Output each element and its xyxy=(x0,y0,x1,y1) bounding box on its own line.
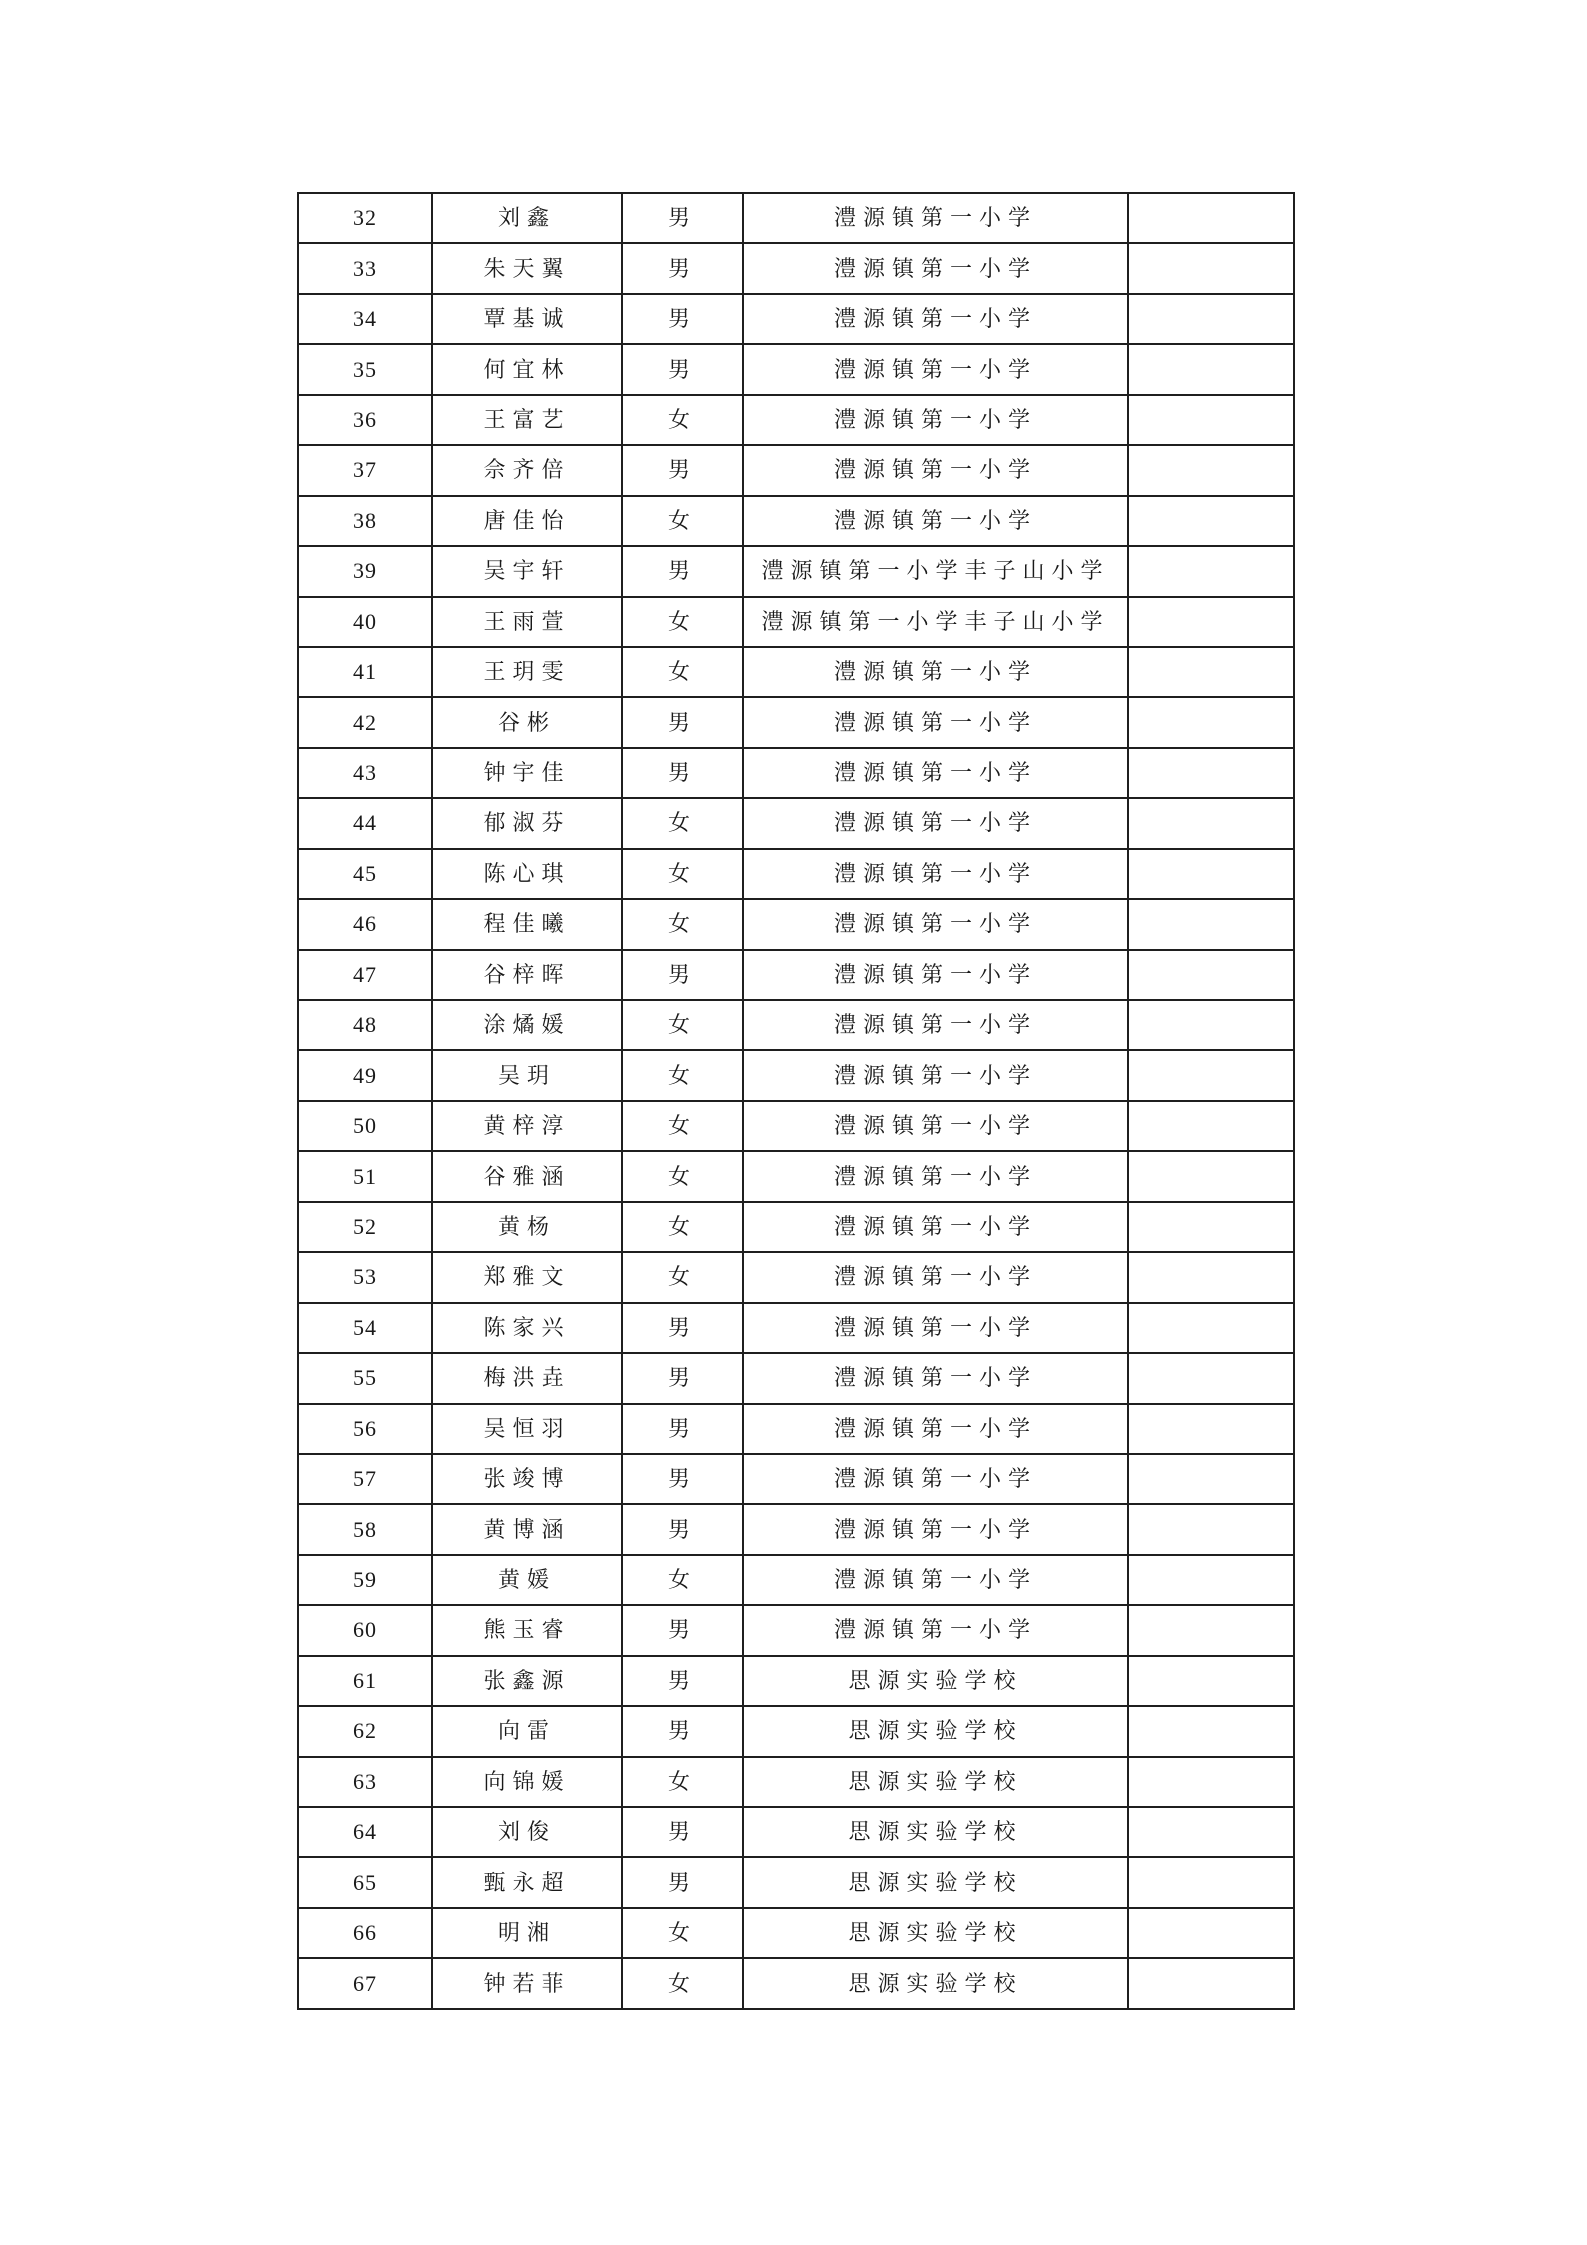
cell-number: 32 xyxy=(298,193,432,243)
table-row xyxy=(298,1050,1294,1100)
cell-note xyxy=(1128,1908,1294,1958)
cell-school: 澧源镇第一小学 xyxy=(743,344,1128,394)
cell-name: 覃基诚 xyxy=(432,294,622,344)
cell-number: 42 xyxy=(298,697,432,747)
cell-note xyxy=(1128,1555,1294,1605)
cell-gender: 女 xyxy=(622,496,743,546)
cell-number: 35 xyxy=(298,344,432,394)
cell-note xyxy=(1128,1656,1294,1706)
cell-name: 吴宇轩 xyxy=(432,546,622,596)
cell-number: 45 xyxy=(298,849,432,899)
cell-number: 41 xyxy=(298,647,432,697)
cell-school: 澧源镇第一小学 xyxy=(743,1303,1128,1353)
cell-name: 张鑫源 xyxy=(432,1656,622,1706)
cell-number: 51 xyxy=(298,1151,432,1201)
cell-note xyxy=(1128,496,1294,546)
cell-gender: 女 xyxy=(622,849,743,899)
cell-gender: 男 xyxy=(622,344,743,394)
cell-school: 澧源镇第一小学 xyxy=(743,496,1128,546)
cell-note xyxy=(1128,1202,1294,1252)
cell-gender: 男 xyxy=(622,1656,743,1706)
cell-number: 43 xyxy=(298,748,432,798)
cell-name: 陈心琪 xyxy=(432,849,622,899)
cell-gender: 男 xyxy=(622,1857,743,1907)
table-row xyxy=(298,1101,1294,1151)
cell-name: 向锦媛 xyxy=(432,1757,622,1807)
cell-name: 郑雅文 xyxy=(432,1252,622,1302)
cell-school: 澧源镇第一小学 xyxy=(743,1605,1128,1655)
cell-name: 谷雅涵 xyxy=(432,1151,622,1201)
cell-note xyxy=(1128,294,1294,344)
cell-school: 澧源镇第一小学 xyxy=(743,798,1128,848)
cell-gender: 女 xyxy=(622,1555,743,1605)
cell-gender: 男 xyxy=(622,546,743,596)
cell-gender: 男 xyxy=(622,1353,743,1403)
cell-note xyxy=(1128,1404,1294,1454)
cell-number: 57 xyxy=(298,1454,432,1504)
cell-school: 思源实验学校 xyxy=(743,1958,1128,2009)
cell-gender: 男 xyxy=(622,243,743,293)
cell-gender: 女 xyxy=(622,1202,743,1252)
table-row xyxy=(298,1353,1294,1403)
cell-name: 黄博涵 xyxy=(432,1504,622,1554)
cell-gender: 男 xyxy=(622,748,743,798)
cell-school: 澧源镇第一小学 xyxy=(743,950,1128,1000)
cell-note xyxy=(1128,697,1294,747)
cell-note xyxy=(1128,395,1294,445)
cell-gender: 女 xyxy=(622,1908,743,1958)
cell-name: 王富艺 xyxy=(432,395,622,445)
cell-name: 郁淑芬 xyxy=(432,798,622,848)
cell-gender: 男 xyxy=(622,1454,743,1504)
table-row xyxy=(298,1202,1294,1252)
cell-school: 思源实验学校 xyxy=(743,1807,1128,1857)
cell-name: 佘齐倍 xyxy=(432,445,622,495)
cell-name: 黄梓淳 xyxy=(432,1101,622,1151)
table-row xyxy=(298,193,1294,243)
cell-note xyxy=(1128,1706,1294,1756)
table-row xyxy=(298,849,1294,899)
cell-note xyxy=(1128,597,1294,647)
table-row xyxy=(298,546,1294,596)
student-roster-body xyxy=(298,193,1294,2009)
cell-school: 澧源镇第一小学 xyxy=(743,1252,1128,1302)
cell-gender: 男 xyxy=(622,1706,743,1756)
cell-note xyxy=(1128,950,1294,1000)
cell-number: 60 xyxy=(298,1605,432,1655)
cell-school: 澧源镇第一小学 xyxy=(743,395,1128,445)
cell-name: 涂燏媛 xyxy=(432,1000,622,1050)
cell-gender: 男 xyxy=(622,697,743,747)
table-row xyxy=(298,395,1294,445)
cell-name: 钟宇佳 xyxy=(432,748,622,798)
cell-name: 唐佳怡 xyxy=(432,496,622,546)
cell-school: 澧源镇第一小学 xyxy=(743,697,1128,747)
cell-note xyxy=(1128,1857,1294,1907)
cell-note xyxy=(1128,1353,1294,1403)
cell-name: 张竣博 xyxy=(432,1454,622,1504)
cell-gender: 男 xyxy=(622,950,743,1000)
cell-gender: 男 xyxy=(622,1807,743,1857)
cell-note xyxy=(1128,849,1294,899)
cell-number: 38 xyxy=(298,496,432,546)
cell-note xyxy=(1128,1958,1294,2009)
table-row xyxy=(298,1000,1294,1050)
table-row xyxy=(298,1151,1294,1201)
cell-gender: 男 xyxy=(622,1605,743,1655)
cell-name: 王玥雯 xyxy=(432,647,622,697)
cell-note xyxy=(1128,546,1294,596)
cell-number: 44 xyxy=(298,798,432,848)
cell-gender: 男 xyxy=(622,1504,743,1554)
cell-name: 程佳曦 xyxy=(432,899,622,949)
table-row xyxy=(298,1303,1294,1353)
cell-gender: 女 xyxy=(622,1000,743,1050)
cell-gender: 女 xyxy=(622,798,743,848)
cell-number: 36 xyxy=(298,395,432,445)
cell-gender: 女 xyxy=(622,1757,743,1807)
cell-note xyxy=(1128,647,1294,697)
cell-note xyxy=(1128,1454,1294,1504)
cell-number: 37 xyxy=(298,445,432,495)
cell-number: 56 xyxy=(298,1404,432,1454)
cell-gender: 男 xyxy=(622,193,743,243)
cell-number: 59 xyxy=(298,1555,432,1605)
cell-school: 澧源镇第一小学 xyxy=(743,1151,1128,1201)
cell-gender: 女 xyxy=(622,1101,743,1151)
table-row xyxy=(298,697,1294,747)
table-row xyxy=(298,1656,1294,1706)
table-row xyxy=(298,445,1294,495)
cell-number: 33 xyxy=(298,243,432,293)
cell-note xyxy=(1128,899,1294,949)
cell-note xyxy=(1128,1252,1294,1302)
cell-name: 黄媛 xyxy=(432,1555,622,1605)
cell-school: 澧源镇第一小学 xyxy=(743,849,1128,899)
table-row xyxy=(298,950,1294,1000)
cell-school: 澧源镇第一小学 xyxy=(743,294,1128,344)
table-row xyxy=(298,798,1294,848)
table-row xyxy=(298,597,1294,647)
cell-gender: 女 xyxy=(622,1050,743,1100)
cell-school: 思源实验学校 xyxy=(743,1706,1128,1756)
cell-name: 刘鑫 xyxy=(432,193,622,243)
cell-note xyxy=(1128,193,1294,243)
cell-school: 澧源镇第一小学 xyxy=(743,1050,1128,1100)
cell-gender: 女 xyxy=(622,647,743,697)
cell-school: 澧源镇第一小学 xyxy=(743,748,1128,798)
cell-note xyxy=(1128,798,1294,848)
table-row xyxy=(298,243,1294,293)
cell-number: 65 xyxy=(298,1857,432,1907)
table-row xyxy=(298,1504,1294,1554)
cell-name: 朱天翼 xyxy=(432,243,622,293)
cell-name: 陈家兴 xyxy=(432,1303,622,1353)
cell-name: 王雨萱 xyxy=(432,597,622,647)
cell-note xyxy=(1128,1000,1294,1050)
cell-note xyxy=(1128,1050,1294,1100)
cell-number: 64 xyxy=(298,1807,432,1857)
cell-number: 52 xyxy=(298,1202,432,1252)
cell-school: 思源实验学校 xyxy=(743,1757,1128,1807)
cell-school: 澧源镇第一小学 xyxy=(743,1353,1128,1403)
table-row xyxy=(298,1807,1294,1857)
cell-number: 62 xyxy=(298,1706,432,1756)
cell-school: 澧源镇第一小学 xyxy=(743,243,1128,293)
cell-name: 熊玉睿 xyxy=(432,1605,622,1655)
cell-school: 澧源镇第一小学 xyxy=(743,1202,1128,1252)
cell-school: 澧源镇第一小学丰子山小学 xyxy=(743,597,1128,647)
cell-number: 40 xyxy=(298,597,432,647)
cell-number: 58 xyxy=(298,1504,432,1554)
cell-note xyxy=(1128,1151,1294,1201)
cell-note xyxy=(1128,344,1294,394)
cell-gender: 男 xyxy=(622,1404,743,1454)
cell-school: 澧源镇第一小学 xyxy=(743,1101,1128,1151)
table-row xyxy=(298,1757,1294,1807)
cell-gender: 女 xyxy=(622,899,743,949)
cell-name: 黄杨 xyxy=(432,1202,622,1252)
table-row xyxy=(298,1958,1294,2009)
cell-note xyxy=(1128,243,1294,293)
cell-school: 思源实验学校 xyxy=(743,1857,1128,1907)
cell-school: 澧源镇第一小学 xyxy=(743,1404,1128,1454)
cell-number: 50 xyxy=(298,1101,432,1151)
cell-school: 思源实验学校 xyxy=(743,1656,1128,1706)
cell-number: 54 xyxy=(298,1303,432,1353)
cell-school: 澧源镇第一小学 xyxy=(743,1454,1128,1504)
table-row xyxy=(298,647,1294,697)
cell-gender: 男 xyxy=(622,445,743,495)
table-row xyxy=(298,1706,1294,1756)
table-row xyxy=(298,344,1294,394)
cell-name: 谷彬 xyxy=(432,697,622,747)
cell-name: 谷梓晖 xyxy=(432,950,622,1000)
table-row xyxy=(298,1404,1294,1454)
cell-note xyxy=(1128,1101,1294,1151)
table-row xyxy=(298,496,1294,546)
cell-number: 47 xyxy=(298,950,432,1000)
cell-school: 澧源镇第一小学 xyxy=(743,193,1128,243)
cell-number: 67 xyxy=(298,1958,432,2009)
cell-school: 澧源镇第一小学 xyxy=(743,1504,1128,1554)
table-row xyxy=(298,1605,1294,1655)
cell-number: 48 xyxy=(298,1000,432,1050)
cell-school: 澧源镇第一小学丰子山小学 xyxy=(743,546,1128,596)
cell-name: 吴恒羽 xyxy=(432,1404,622,1454)
cell-note xyxy=(1128,1504,1294,1554)
cell-number: 63 xyxy=(298,1757,432,1807)
cell-number: 46 xyxy=(298,899,432,949)
cell-name: 梅洪垚 xyxy=(432,1353,622,1403)
table-row xyxy=(298,1555,1294,1605)
cell-number: 39 xyxy=(298,546,432,596)
cell-note xyxy=(1128,748,1294,798)
table-row xyxy=(298,1908,1294,1958)
table-row xyxy=(298,1454,1294,1504)
cell-school: 澧源镇第一小学 xyxy=(743,647,1128,697)
cell-note xyxy=(1128,1605,1294,1655)
table-row xyxy=(298,748,1294,798)
cell-school: 澧源镇第一小学 xyxy=(743,899,1128,949)
table-row xyxy=(298,899,1294,949)
cell-school: 澧源镇第一小学 xyxy=(743,1000,1128,1050)
cell-gender: 男 xyxy=(622,294,743,344)
cell-gender: 女 xyxy=(622,597,743,647)
cell-number: 66 xyxy=(298,1908,432,1958)
cell-school: 思源实验学校 xyxy=(743,1908,1128,1958)
cell-number: 34 xyxy=(298,294,432,344)
cell-name: 向雷 xyxy=(432,1706,622,1756)
cell-note xyxy=(1128,1303,1294,1353)
cell-note xyxy=(1128,445,1294,495)
cell-note xyxy=(1128,1807,1294,1857)
cell-gender: 女 xyxy=(622,1958,743,2009)
cell-number: 49 xyxy=(298,1050,432,1100)
cell-gender: 女 xyxy=(622,395,743,445)
cell-number: 53 xyxy=(298,1252,432,1302)
cell-gender: 女 xyxy=(622,1151,743,1201)
cell-school: 澧源镇第一小学 xyxy=(743,445,1128,495)
cell-school: 澧源镇第一小学 xyxy=(743,1555,1128,1605)
cell-gender: 男 xyxy=(622,1303,743,1353)
cell-name: 明湘 xyxy=(432,1908,622,1958)
cell-note xyxy=(1128,1757,1294,1807)
cell-gender: 女 xyxy=(622,1252,743,1302)
table-row xyxy=(298,1252,1294,1302)
cell-number: 55 xyxy=(298,1353,432,1403)
cell-name: 刘俊 xyxy=(432,1807,622,1857)
cell-name: 甄永超 xyxy=(432,1857,622,1907)
table-row xyxy=(298,1857,1294,1907)
cell-name: 何宜林 xyxy=(432,344,622,394)
cell-number: 61 xyxy=(298,1656,432,1706)
table-row xyxy=(298,294,1294,344)
student-roster-table xyxy=(297,192,1295,2010)
cell-name: 吴玥 xyxy=(432,1050,622,1100)
cell-name: 钟若菲 xyxy=(432,1958,622,2009)
